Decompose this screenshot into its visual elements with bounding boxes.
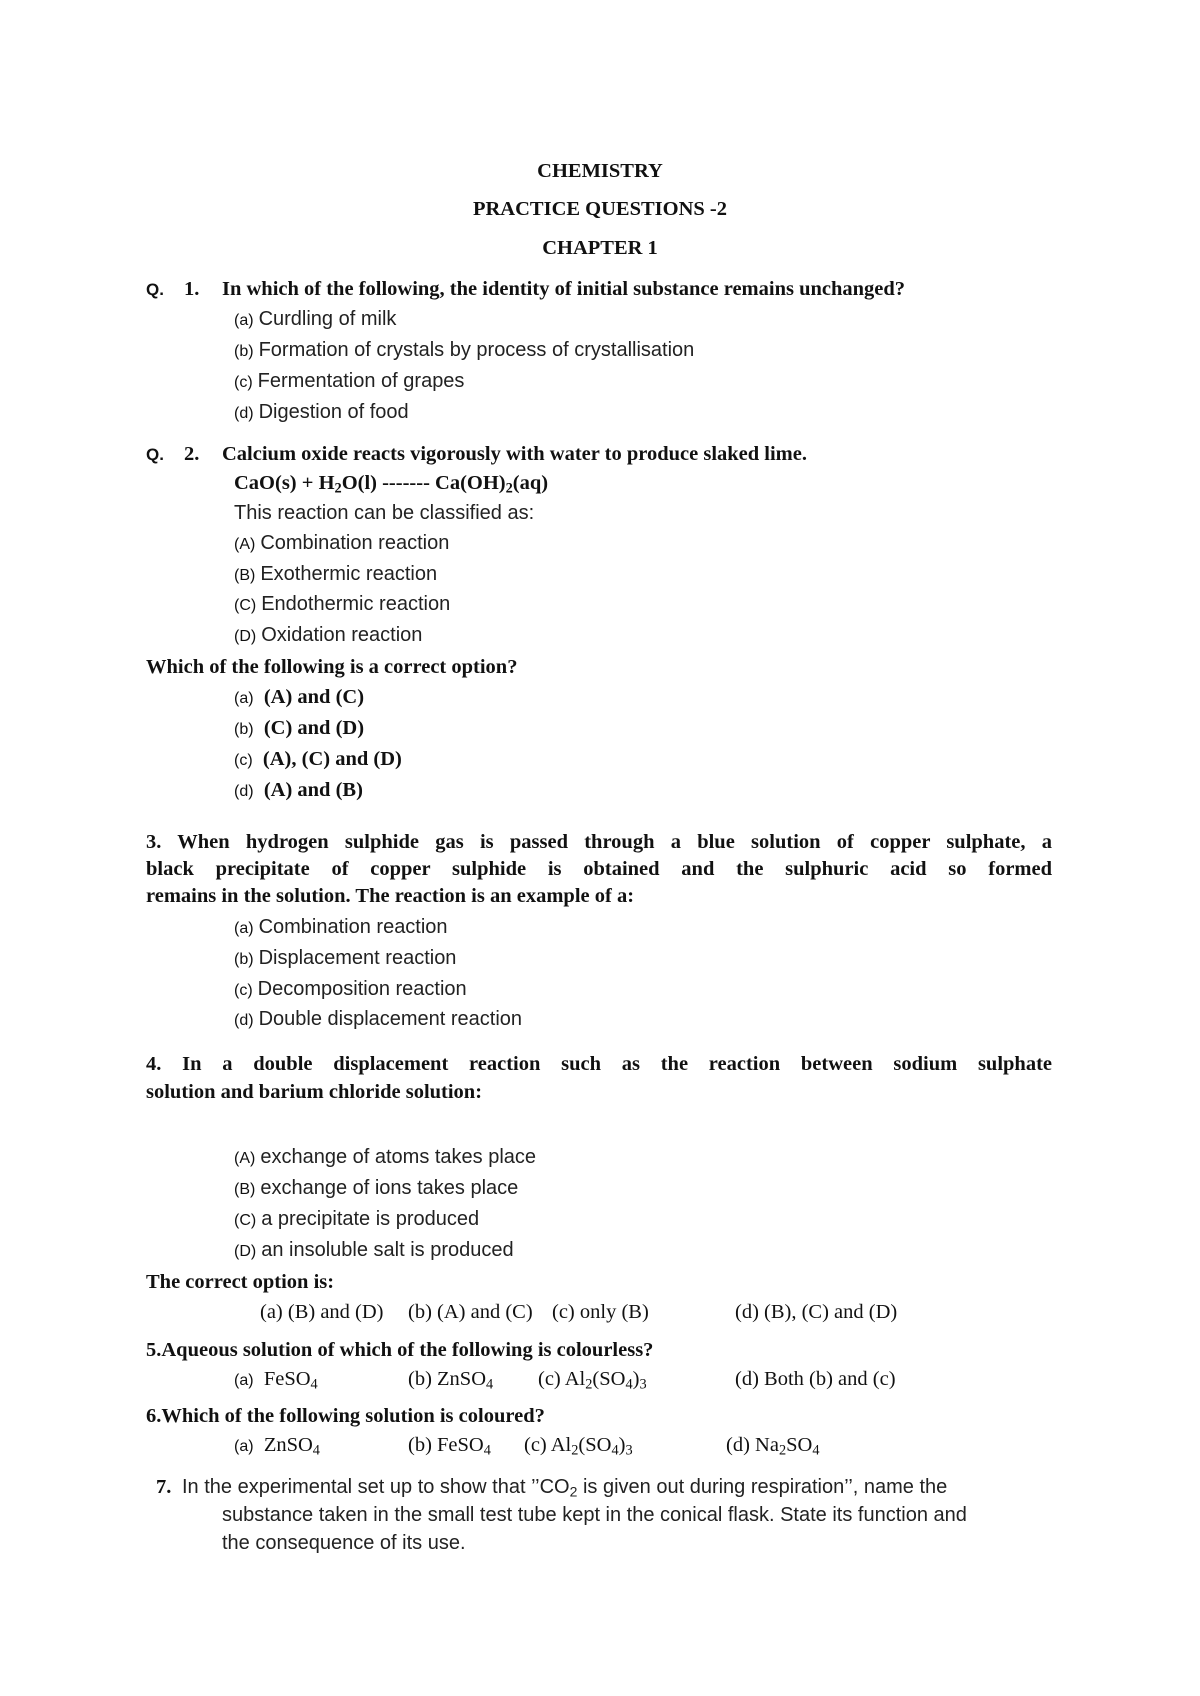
statement-item: (A) exchange of atoms takes place: [234, 1146, 537, 1168]
option-c: (c) $Al_2(SO_4)_3$: [524, 1434, 633, 1459]
question-text: solution and barium chloride solution:: [146, 1081, 483, 1103]
question-text: In the experimental set up to show that $’’CO_2$ is given out during respiration’’, name the: [182, 1476, 948, 1500]
question-ask: Which of the following is a correct option?: [146, 656, 518, 678]
option-item: (d) (A) and (B): [234, 779, 363, 801]
option-item: (d) Digestion of food: [234, 401, 409, 423]
option-a: (a) FeSO$_4$: [234, 1368, 318, 1393]
statement-item: (B) Exothermic reaction: [234, 563, 438, 585]
question-text: remains in the solution. The reaction is an example of a:: [146, 885, 635, 907]
question-text: 4. In a double displacement reaction such as the reaction between sodium sulphate: [146, 1053, 1052, 1075]
statement-item: (D) Oxidation reaction: [234, 624, 423, 646]
question-text: In which of the following, the identity of initial substance remains unchanged?: [222, 278, 906, 300]
option-d: (d) $Na_2SO_4$: [726, 1434, 820, 1459]
statement-item: (B) exchange of ions takes place: [234, 1177, 519, 1199]
option-d: (d) Both (b) and (c): [735, 1368, 896, 1390]
option-item: (b) Displacement reaction: [234, 947, 457, 969]
chemical-equation: $CaO(s) + H_2O(l)$ ------- $Ca(OH)_2(aq)$: [234, 472, 549, 497]
statement-item: (D) an insoluble salt is produced: [234, 1239, 514, 1261]
question-prefix: Q.: [146, 280, 164, 299]
option-item: (c) Fermentation of grapes: [234, 370, 465, 392]
statement-item: (A) Combination reaction: [234, 532, 450, 554]
subject-title: CHEMISTRY: [537, 160, 663, 182]
statement-item: (C) a precipitate is produced: [234, 1208, 480, 1230]
question-number: 2.: [184, 443, 200, 465]
question-ask: The correct option is:: [146, 1271, 335, 1293]
question-text: 3. When hydrogen sulphide gas is passed through a blue solution of copper sulphate, a: [146, 831, 1052, 853]
question-text: Calcium oxide reacts vigorously with water to produce slaked lime.: [222, 443, 807, 465]
question-text: black precipitate of copper sulphide is obtained and the sulphuric acid so formed: [146, 858, 1052, 880]
question-text: 6.Which of the following solution is coloured?: [146, 1405, 545, 1427]
option-b: (b) ZnSO$_4$: [408, 1368, 494, 1393]
option-item: (b) Formation of crystals by process of crystallisation: [234, 339, 695, 361]
option-item: (c) Decomposition reaction: [234, 978, 467, 1000]
option-item: (a) (A) and (C): [234, 686, 365, 708]
option-item: (b) (C) and (D): [234, 717, 365, 739]
option-a: (a) ZnSO$_4$: [234, 1434, 320, 1459]
option-b: (b) FeSO$_4$: [408, 1434, 491, 1459]
chapter-title: CHAPTER 1: [542, 237, 658, 259]
classification-prompt: This reaction can be classified as:: [234, 502, 535, 524]
question-text: the consequence of its use.: [222, 1532, 466, 1554]
question-text: substance taken in the small test tube kept in the conical flask. State its function and: [222, 1504, 967, 1526]
question-text: 5.Aqueous solution of which of the following is colourless?: [146, 1339, 654, 1361]
option-item: (d) Double displacement reaction: [234, 1008, 523, 1030]
option-d: (d) (B), (C) and (D): [735, 1301, 898, 1323]
practice-set-title: PRACTICE QUESTIONS -2: [472, 198, 728, 220]
question-number: 7.: [156, 1476, 172, 1498]
option-c: (c) only (B): [552, 1301, 649, 1323]
question-prefix: Q.: [146, 445, 164, 464]
option-c: (c) $Al_2(SO_4)_3$: [538, 1368, 647, 1393]
option-a: (a) (B) and (D): [260, 1301, 384, 1323]
option-item: (a) Curdling of milk: [234, 308, 397, 330]
statement-item: (C) Endothermic reaction: [234, 593, 451, 615]
option-item: (c) (A), (C) and (D): [234, 748, 402, 770]
option-item: (a) Combination reaction: [234, 916, 448, 938]
question-number: 1.: [184, 278, 200, 300]
option-b: (b) (A) and (C): [408, 1301, 533, 1323]
